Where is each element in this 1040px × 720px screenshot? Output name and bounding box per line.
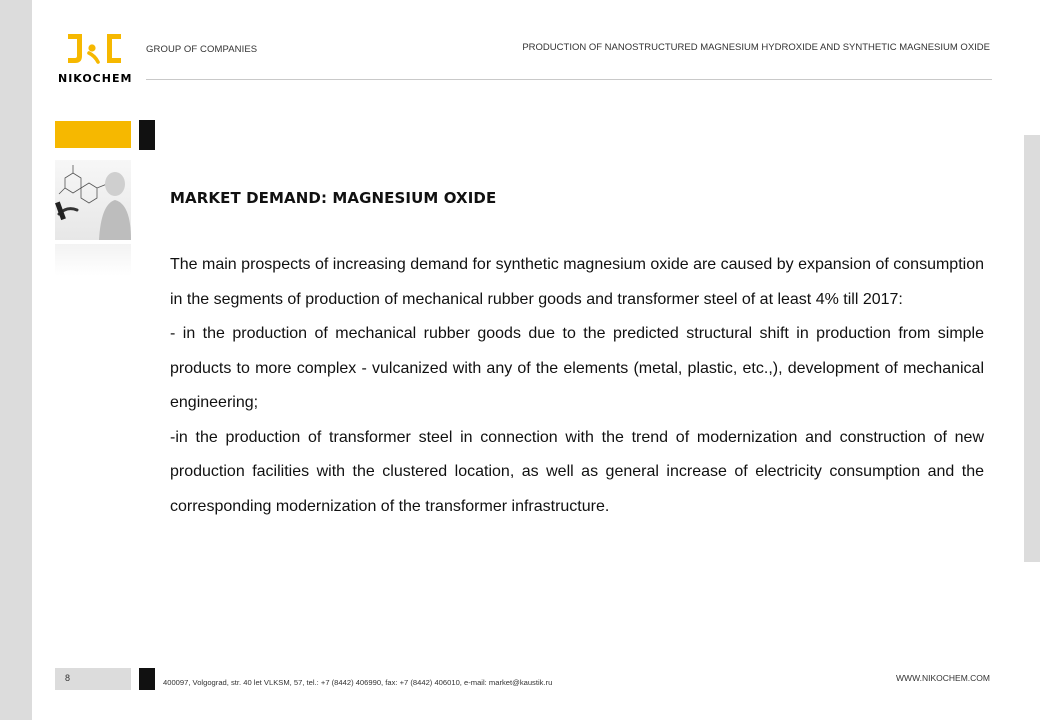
- footer-website-link[interactable]: WWW.NIKOCHEM.COM: [896, 673, 990, 683]
- footer-address: 400097, Volgograd, str. 40 let VLKSM, 57, tel.: +7 (8442) 406990, fax: +7 (8442) 406010, e-mail: market@kaustik.ru: [163, 678, 553, 687]
- logo-mark-icon: [58, 30, 132, 72]
- section-marker: [139, 120, 155, 150]
- content-paragraph: -in the production of transformer steel in connection with the trend of modernization and construction of new production facilities with the clustered location, as well as general increase of electricity consumption and the corresponding modernization of the transformer infrastructure.: [170, 428, 984, 515]
- molecule-sketch-icon: [55, 160, 131, 240]
- logo-wordmark: NIKOCHEM: [58, 72, 133, 85]
- header-title: PRODUCTION OF NANOSTRUCTURED MAGNESIUM HYDROXIDE AND SYNTHETIC MAGNESIUM OXIDE: [522, 42, 990, 53]
- group-label: GROUP OF COMPANIES: [146, 44, 258, 55]
- slide-content: [170, 248, 984, 524]
- right-scrollbar[interactable]: [1024, 135, 1040, 562]
- header-divider: [146, 79, 992, 80]
- page-number-box: [55, 668, 131, 690]
- page-number: 8: [65, 673, 71, 683]
- accent-bar: [55, 121, 131, 148]
- scientist-photo-reflection: [55, 244, 131, 276]
- nikochem-logo: [58, 30, 132, 88]
- content-paragraph: The main prospects of increasing demand for synthetic magnesium oxide are caused by expansion of consumption in the segments of production of mechanical rubber goods and transformer steel of at least 4% till 2017:: [170, 256, 984, 308]
- footer-marker: [139, 668, 155, 690]
- content-paragraph: - in the production of mechanical rubber goods due to the predicted structural shift in production from simple products to more complex - vulcanized with any of the elements (metal, plastic, etc.,), development of mechanical engineering;: [170, 325, 984, 411]
- slide-title: MARKET DEMAND: MAGNESIUM OXIDE: [170, 189, 497, 207]
- scientist-photo: [55, 160, 131, 240]
- left-rail: [0, 0, 32, 720]
